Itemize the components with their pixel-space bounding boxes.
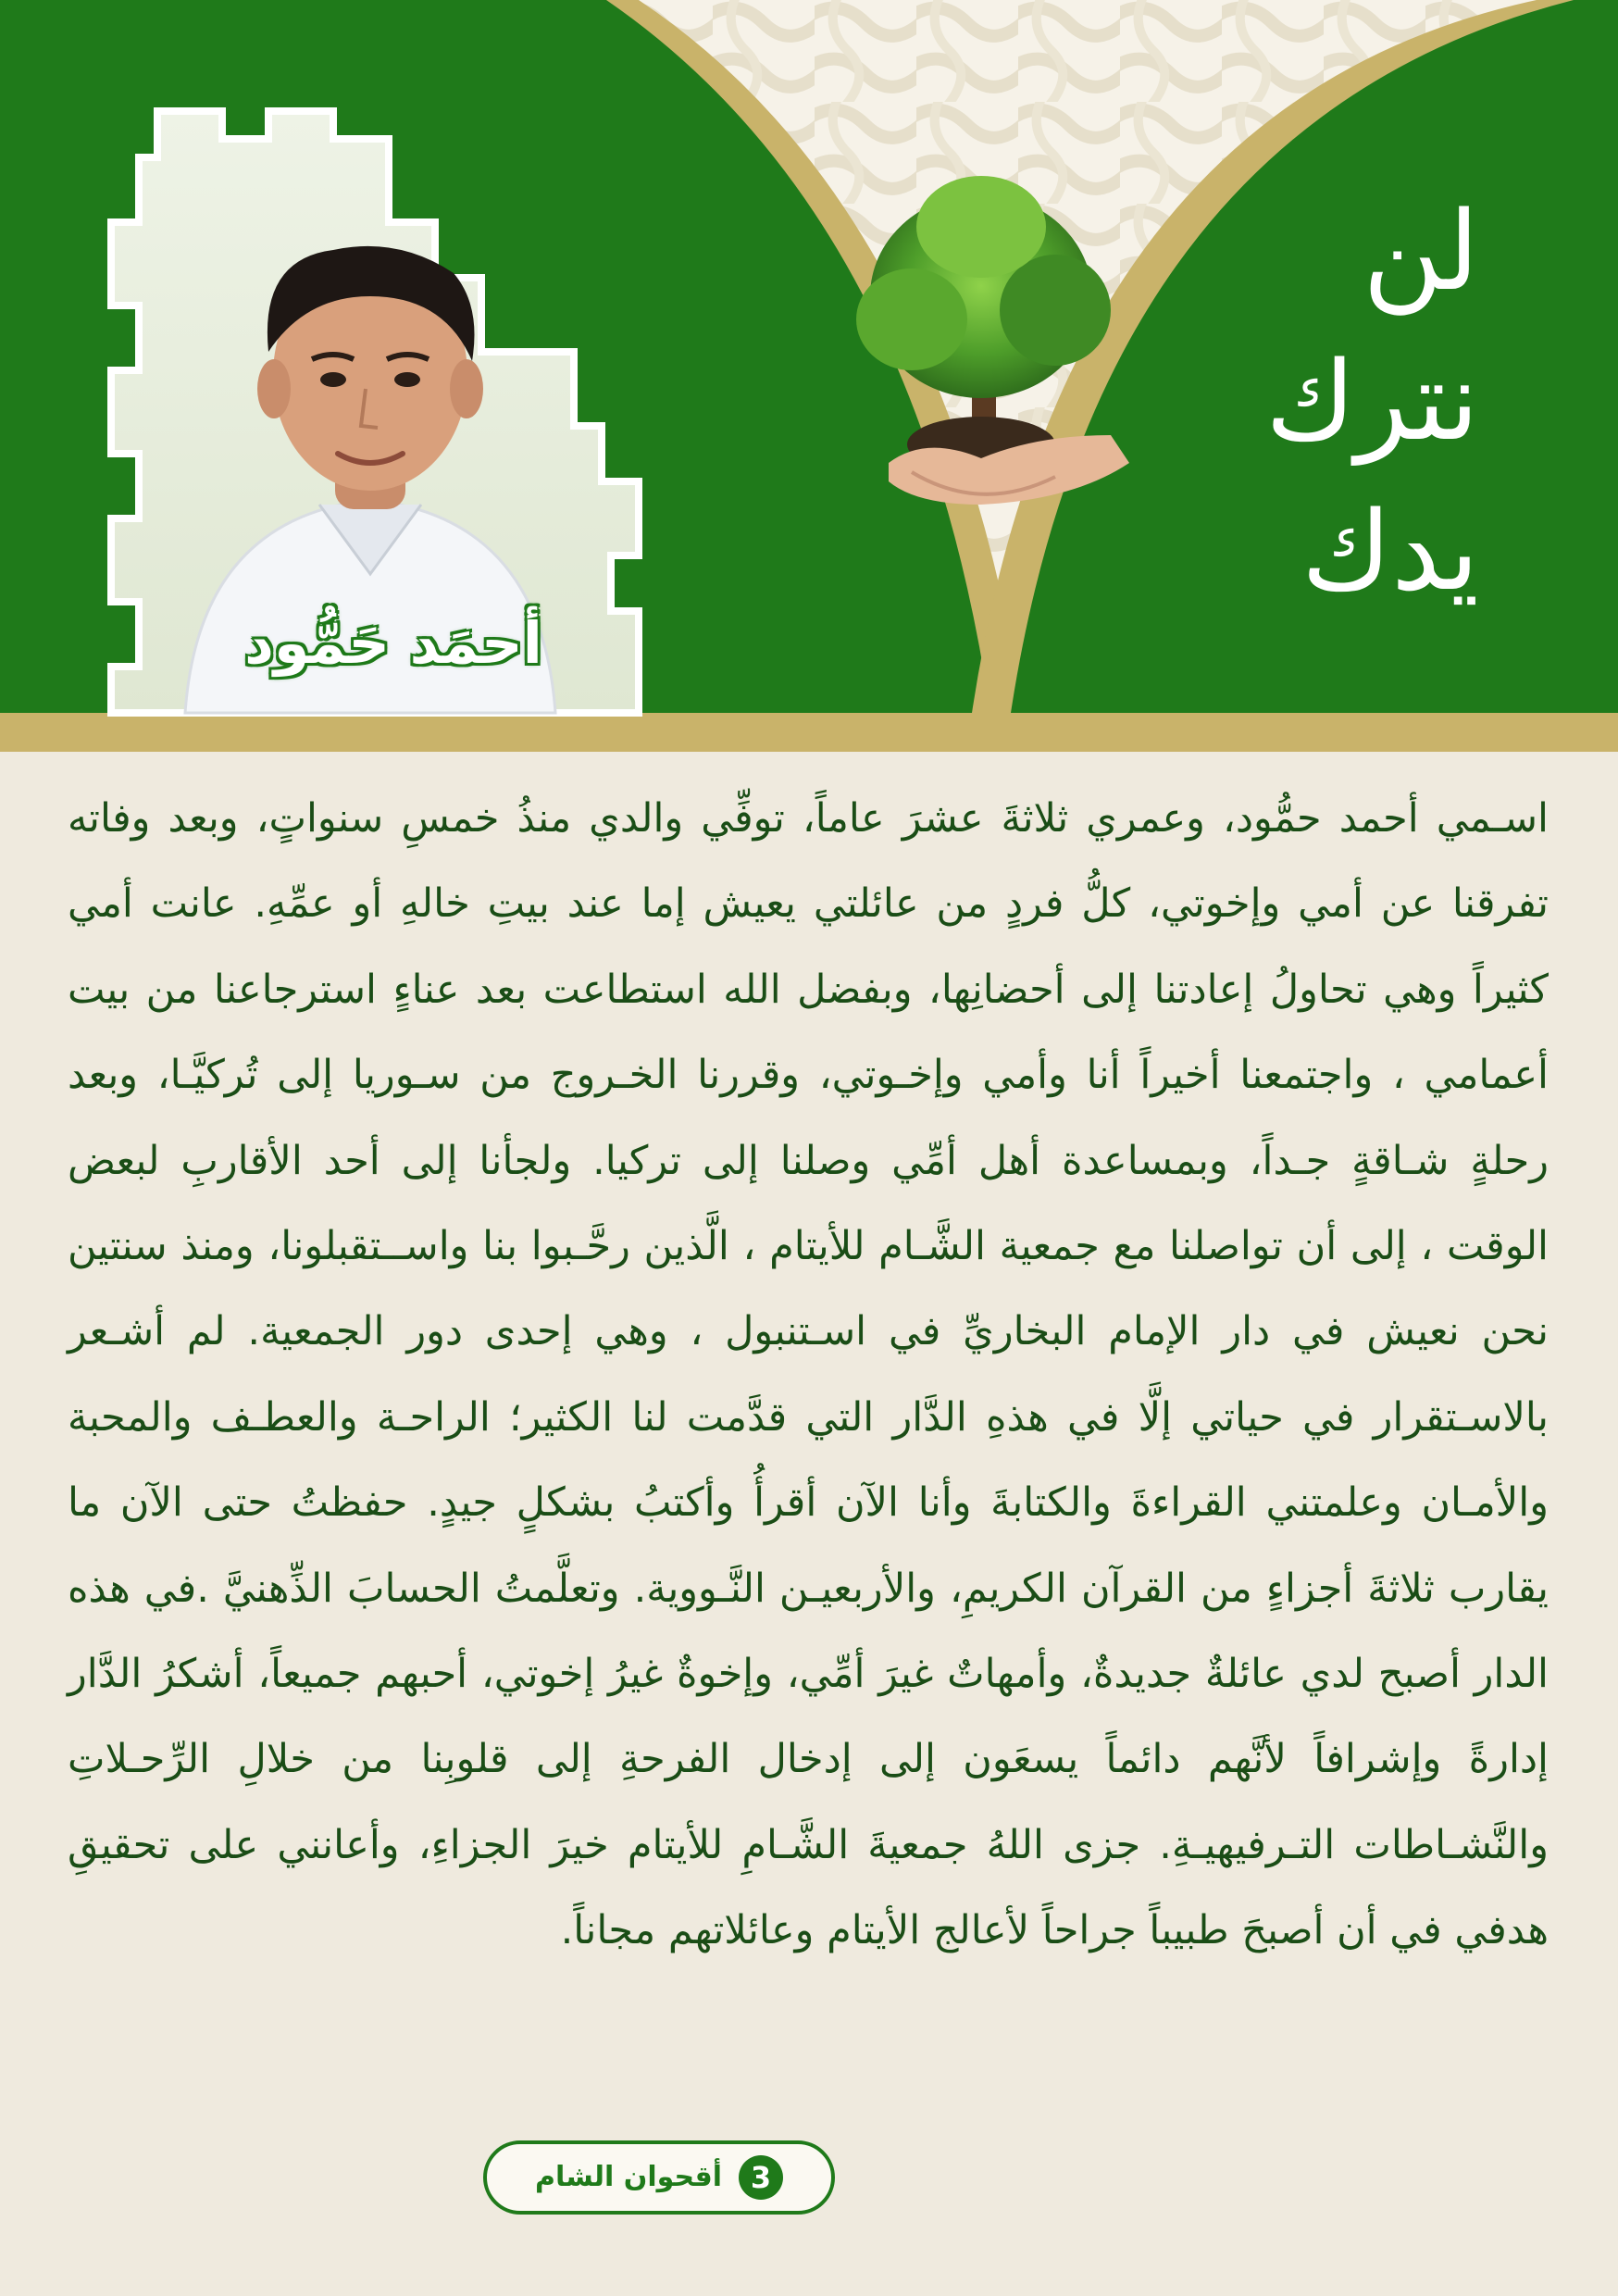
magazine-name: أقحوان الشام xyxy=(534,2161,723,2193)
person-name-caption: أحمَد حَمُّود xyxy=(244,609,542,677)
article-body: اسـمي أحمد حمُّود، وعمري ثلاثةَ عشرَ عاماً، توفِّي والدي منذُ خمسِ سنواتٍ، وبعد وفاته تفرقنا عن أمي وإخوتي، كلُّ فردٍ من عائلتي يعيش إما عند بيتِ خالهِ أو عمِّهِ. عانت أمي كثيراً وهي تحاولُ إعادتنا إلى أحضانِها، وبفضل الله استطاعت بعد عناءٍ استرجاعنا من بيت أعمامي ، واجتمعنا أخيراً أنا وأمي وإخـوتي، وقررنا الخـروج من سـوريا إلى تُركيَّـا، وبعد رحلةٍ شـاقةٍ جـداً، وبمساعدة أهل أمِّي وصلنا إلى تركيا. ولجأنا إلى أحد الأقاربِ لبعض الوقت ، إلى أن تواصلنا مع جمعية الشَّـام للأيتام ، الَّذين رحَّـبوا بنا واســتقبلونا، ومنذ سنتين نحن نعيش في دار الإمام البخاريِّ في اسـتنبول ، وهي إحدى دور الجمعية. لم أشـعر بالاسـتقرار في حياتي إلَّا في هذهِ الدَّار التي قدَّمت لنا الكثير؛ الراحـة والعطـف والمحبة والأمـان وعلمتني القراءةَ والكتابةَ وأنا الآن أقرأُ وأكتبُ بشكلٍ جيدٍ. حفظتُ حتى الآن ما يقارب ثلاثةَ أجزاءٍ من القرآن الكريمِ، والأربعيـن النَّـووية. وتعلَّمتُ الحسابَ الذِّهنيَّ .في هذه الدار أصبح لدي عائلةٌ جديدةٌ، وأمهاتٌ غيرَ أمِّي، وإخوةٌ غيرُ إخوتي، أحبهم جميعاً، أشكرُ الدَّار إدارةً وإشرافاً لأنَّهم دائماً يسعَون إلى إدخال الفرحةِ إلى قلوبِنا من خلالِ الرِّحـلاتِ والنَّشـاطات التـرفيهيـةِ. جزى اللهُ جمعيةَ الشَّـامِ للأيتام خيرَ الجزاءِ، وأعانني على تحقيقِ هدفي في أن أصبحَ طبيباً جراحاً لأعالج الأيتام وعائلاتهم مجاناً. xyxy=(68,795,1549,1954)
page-footer-badge xyxy=(483,2140,835,2215)
page-number: 3 xyxy=(739,2155,783,2200)
header-banner xyxy=(0,0,1618,752)
gold-band xyxy=(0,713,1618,752)
header-title: لن نترك يدك xyxy=(1265,187,1479,615)
